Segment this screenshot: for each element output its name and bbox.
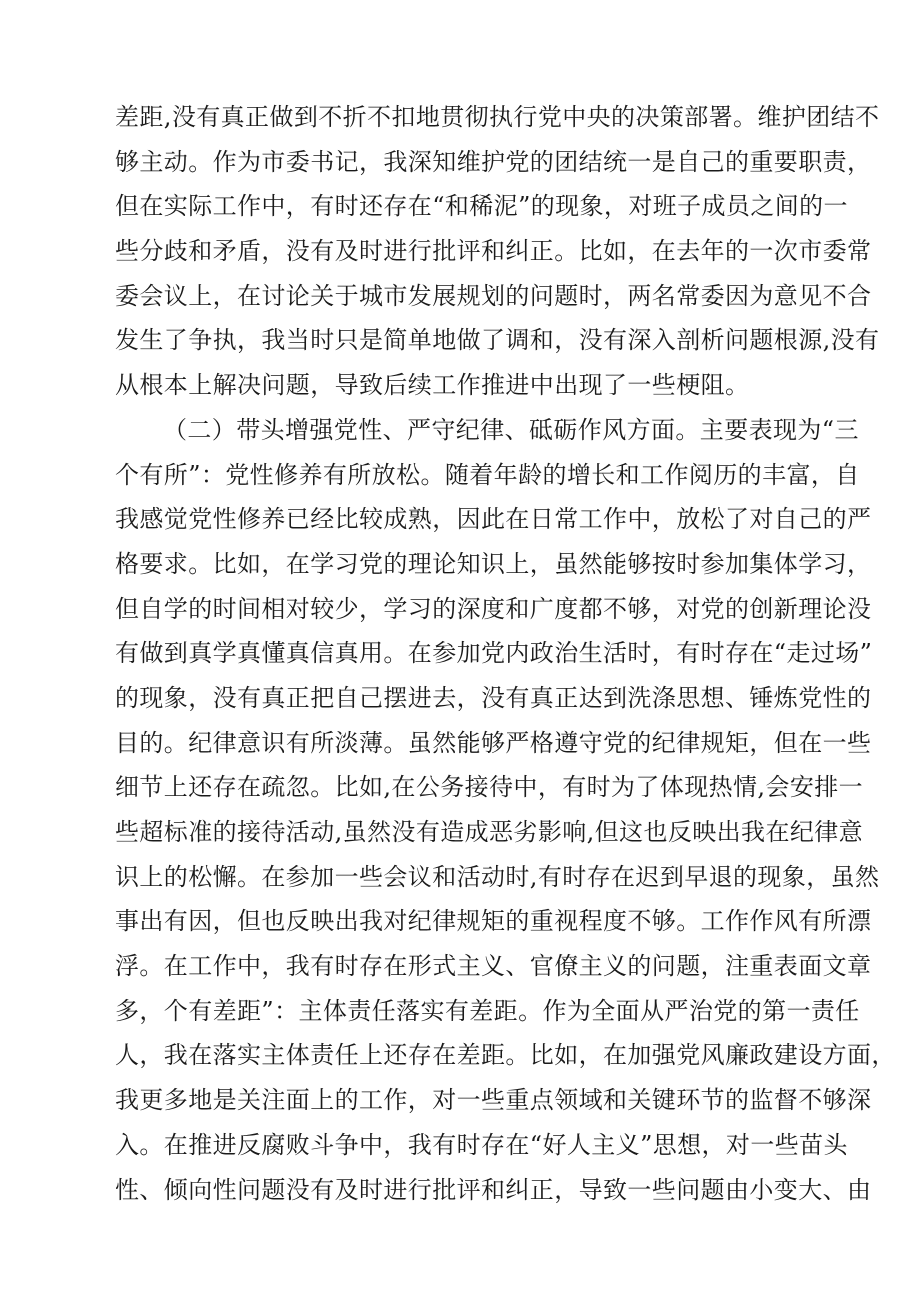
text-line-4: 些分歧和矛盾，没有及时进行批评和纠正。比如，在去年的一次市委常 — [115, 237, 872, 266]
text-line-6: 发生了争执，我当时只是简单地做了调和，没有深入剖析问题根源,没有 — [115, 326, 880, 355]
text-line-16: 细节上还存在疏忽。比如,在公务接待中，有时为了体现热情,会安排一 — [115, 773, 864, 802]
text-line-7: 从根本上解决问题，导致后续工作推进中出现了一些梗阻。 — [115, 371, 750, 400]
section-heading-line: （二）带头增强党性、严守纪律、砥砺作风方面。主要表现为“三 — [163, 415, 859, 444]
text-line-2: 够主动。作为市委书记，我深知维护党的团结统一是自己的重要职责， — [115, 147, 872, 176]
text-line-10: 我感觉党性修养已经比较成熟，因此在日常工作中，放松了对自己的严 — [115, 505, 872, 534]
text-line-25: 性、倾向性问题没有及时进行批评和纠正，导致一些问题由小变大、由 — [115, 1175, 872, 1204]
text-line-20: 浮。在工作中，我有时存在形式主义、官僚主义的问题，注重表面文章 — [115, 952, 872, 981]
text-line-23: 我更多地是关注面上的工作，对一些重点领域和关键环节的监督不够深 — [115, 1086, 872, 1115]
text-line-1: 差距,没有真正做到不折不扣地贯彻执行党中央的决策部署。维护团结不 — [115, 103, 880, 131]
text-line-22: 人，我在落实主体责任上还存在差距。比如，在加强党风廉政建设方面， — [115, 1041, 896, 1070]
text-line-13: 有做到真学真懂真信真用。在参加党内政治生活时，有时存在“走过场” — [115, 639, 873, 668]
text-line-5: 委会议上，在讨论关于城市发展规划的问题时，两名常委因为意见不合 — [115, 281, 872, 310]
text-line-19: 事出有因，但也反映出我对纪律规矩的重视程度不够。工作作风有所漂 — [115, 907, 872, 936]
text-line-9: 个有所”：党性修养有所放松。随着年龄的增长和工作阅历的丰富，自 — [115, 460, 860, 489]
text-line-17: 些超标准的接待活动,虽然没有造成恶劣影响,但这也反映出我在纪律意 — [115, 818, 864, 846]
text-line-12: 但自学的时间相对较少，学习的深度和广度都不够，对党的创新理论没 — [115, 594, 872, 623]
body-text — [115, 95, 896, 1212]
text-line-21: 多，个有差距”：主体责任落实有差距。作为全面从严治党的第一责任 — [115, 996, 860, 1025]
text-line-15: 目的。纪律意识有所淡薄。虽然能够严格遵守党的纪律规矩，但在一些 — [115, 728, 872, 757]
text-line-18: 识上的松懈。在参加一些会议和活动时,有时存在迟到早退的现象，虽然 — [115, 862, 880, 891]
text-line-11: 格要求。比如，在学习党的理论知识上，虽然能够按时参加集体学习， — [115, 549, 872, 578]
text-line-3: 但在实际工作中，有时还存在“和稀泥”的现象，对班子成员之间的一 — [115, 192, 848, 221]
text-line-14: 的现象，没有真正把自己摆进去，没有真正达到洗涤思想、锤炼党性的 — [115, 683, 872, 712]
text-line-24: 入。在推进反腐败斗争中，我有时存在“好人主义”思想，对一些苗头 — [115, 1130, 848, 1159]
